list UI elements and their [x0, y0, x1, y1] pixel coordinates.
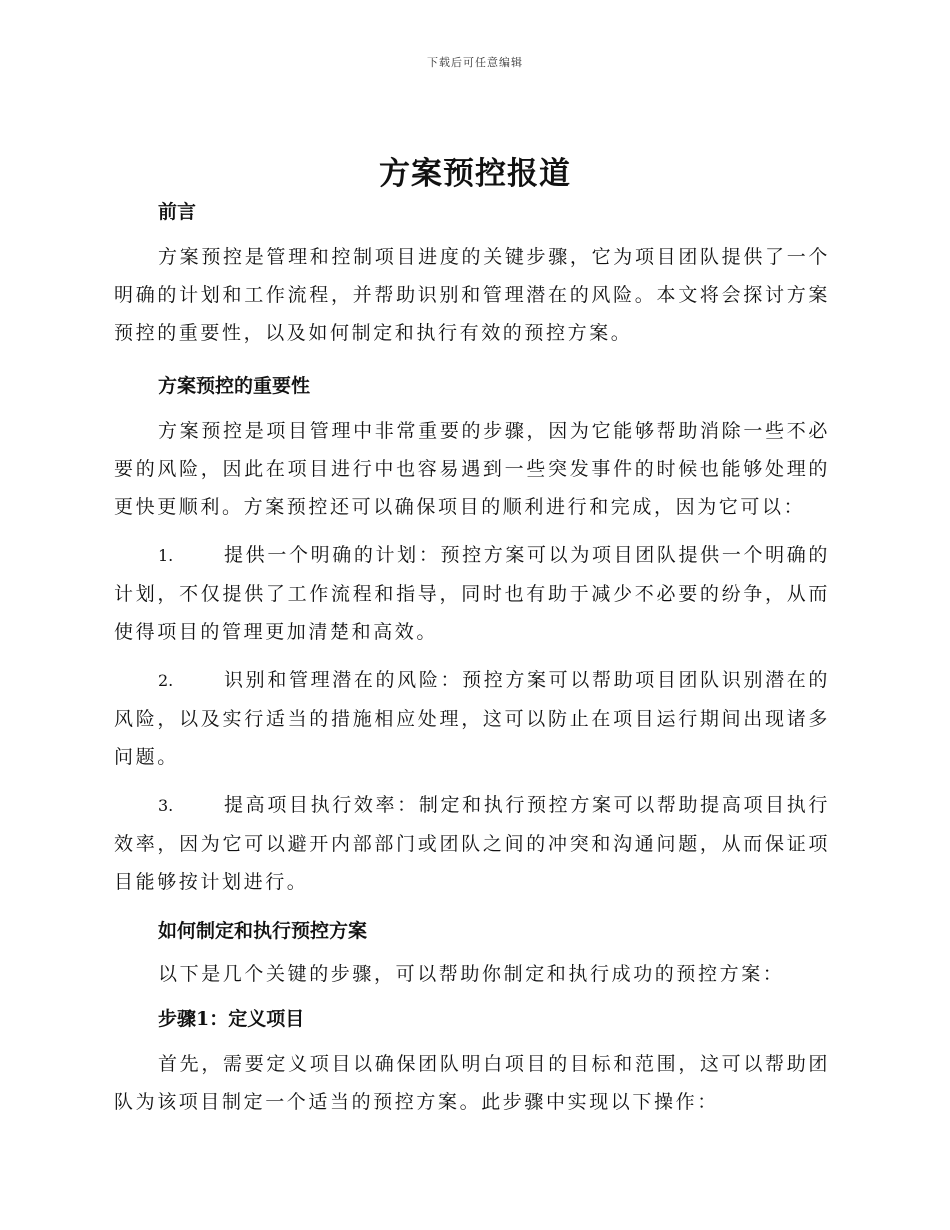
list-item-text: 提高项目执行效率：制定和执行预控方案可以帮助提高项目执行效率，因为它可以避开内部部门或团队之间的冲突和沟通问题，从而保证项目能够按计划进行。 — [114, 794, 830, 893]
list-item-text: 识别和管理潜在的风险：预控方案可以帮助项目团队识别潜在的风险，以及实行适当的措施相应处理，这可以防止在项目运行期间出现诸多问题。 — [114, 669, 830, 768]
paragraph-preface: 方案预控是管理和控制项目进度的关键步骤，它为项目团队提供了一个明确的计划和工作流程，并帮助识别和管理潜在的风险。本文将会探讨方案预控的重要性，以及如何制定和执行有效的预控方案。 — [114, 246, 830, 344]
section-heading-importance: 方案预控的重要性 — [158, 375, 311, 397]
list-item — [114, 661, 830, 776]
paragraph-importance: 方案预控是项目管理中非常重要的步骤，因为它能够帮助消除一些不必要的风险，因此在项目进行中也容易遇到一些突发事件的时候也能够处理的更快更顺利。方案预控还可以确保项目的顺利进行和完成，因为它可以： — [114, 420, 830, 518]
list-number: 1. — [158, 546, 174, 565]
list-item-text: 提供一个明确的计划：预控方案可以为项目团队提供一个明确的计划，不仅提供了工作流程和指导，同时也有助于减少不必要的纷争，从而使得项目的管理更加清楚和高效。 — [114, 544, 830, 643]
page-header: 下载后可任意编辑 — [427, 56, 523, 69]
list-item — [114, 536, 830, 651]
section-heading-step1: 步骤1：定义项目 — [158, 1008, 305, 1030]
paragraph-step1: 首先，需要定义项目以确保团队明白项目的目标和范围，这可以帮助团队为该项目制定一个适当的预控方案。此步骤中实现以下操作： — [114, 1053, 830, 1113]
list-number: 2. — [158, 671, 174, 690]
document-title: 方案预控报道 — [379, 156, 571, 192]
list-item — [114, 786, 830, 901]
section-heading-howto: 如何制定和执行预控方案 — [158, 920, 368, 942]
paragraph-howto: 以下是几个关键的步骤，可以帮助你制定和执行成功的预控方案： — [158, 963, 785, 985]
document-body — [114, 196, 830, 1121]
section-heading-preface: 前言 — [158, 201, 197, 223]
list-number: 3. — [158, 796, 174, 815]
